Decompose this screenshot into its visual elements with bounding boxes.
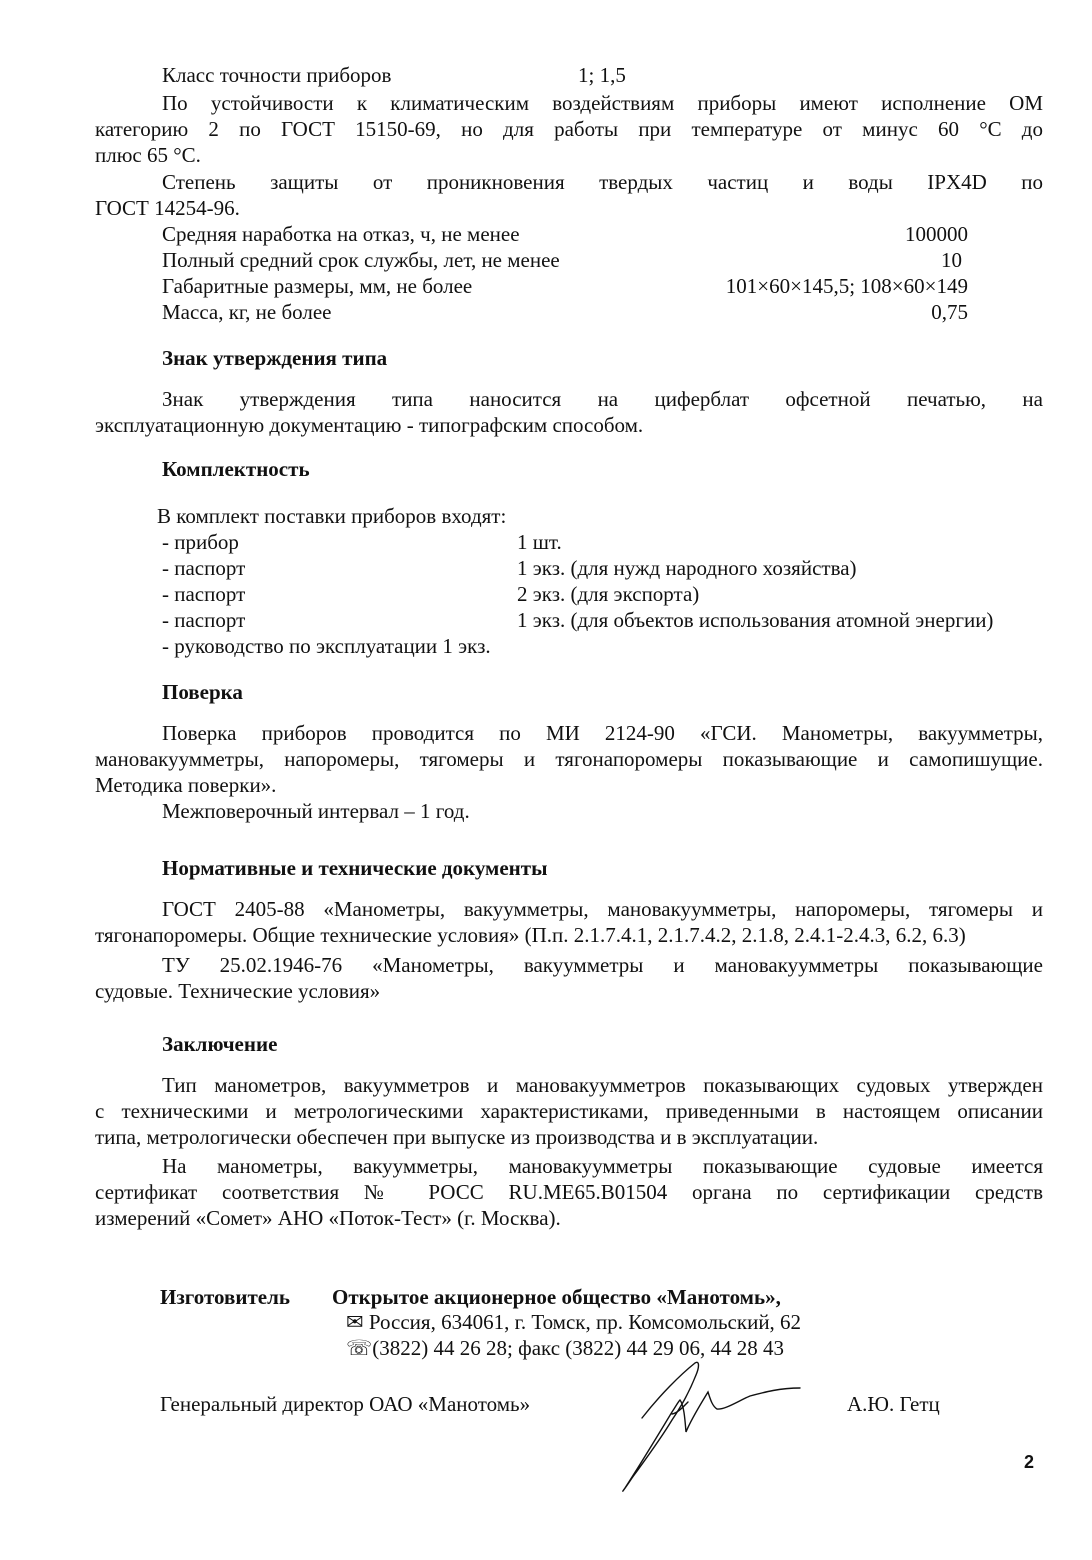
spec-value: 10	[941, 248, 962, 272]
page-number: 2	[1023, 1452, 1034, 1472]
director-name: А.Ю. Гетц	[847, 1392, 940, 1416]
spec-value: 0,75	[931, 300, 968, 324]
conclusion-p2-line-1: На манометры, вакуумметры, мановакуумметры показывающие судовые имеется	[162, 1154, 1043, 1178]
kit-item-qty: 1 экз. (для нужд народного хозяйства)	[517, 556, 857, 580]
section-heading-completeness: Комплектность	[162, 457, 310, 481]
spec-value: 101×60×145,5; 108×60×149	[725, 274, 968, 298]
conclusion-p1-line-3: типа, метрологически обеспечен при выпуске из производства и в эксплуатации.	[95, 1125, 819, 1149]
conclusion-p2-line-2: сертификат соответствия № РОСС RU.МЕ65.В01504 органа по сертификации средств	[95, 1180, 1043, 1204]
verification-line-2: мановакуумметры, напоромеры, тягомеры и тягонапоромеры показывающие и самопишущие.	[95, 747, 1043, 771]
type-mark-line-2: эксплуатационную документацию - типографским способом.	[95, 413, 644, 437]
kit-item-name: - паспорт	[162, 556, 246, 580]
signature-mark	[600, 1360, 820, 1500]
spec-label: Средняя наработка на отказ, ч, не менее	[162, 222, 520, 246]
tu-line-1: ТУ 25.02.1946-76 «Манометры, вакуумметры и мановакуумметры показывающие	[162, 953, 1043, 977]
section-heading-conclusion: Заключение	[162, 1032, 278, 1056]
section-heading-verification: Поверка	[162, 680, 243, 704]
climate-line-1: По устойчивости к климатическим воздействиям приборы имеют исполнение ОМ	[162, 91, 1043, 115]
completeness-intro: В комплект поставки приборов входят:	[157, 504, 507, 528]
kit-item-name: - паспорт	[162, 582, 246, 606]
kit-item-qty: 1 экз. (для объектов использования атомной энергии)	[517, 608, 994, 632]
verification-line-1: Поверка приборов проводится по МИ 2124-90 «ГСИ. Манометры, вакуумметры,	[162, 721, 1043, 745]
tu-line-2: судовые. Технические условия»	[95, 979, 381, 1003]
type-mark-line-1: Знак утверждения типа наносится на циферблат офсетной печатью, на	[162, 387, 1043, 411]
envelope-icon: ✉	[346, 1310, 364, 1334]
manufacturer-name: Открытое акционерное общество «Манотомь»,	[332, 1285, 781, 1309]
spec-label: Полный средний срок службы, лет, не менее	[162, 248, 560, 272]
spec-label: Габаритные размеры, мм, не более	[162, 274, 473, 298]
conclusion-p2-line-3: измерений «Сомет» АНО «Поток-Тест» (г. Москва).	[95, 1206, 561, 1230]
accuracy-label: Класс точности приборов	[162, 63, 392, 87]
climate-line-3: плюс 65 °С.	[95, 143, 201, 167]
director-title: Генеральный директор ОАО «Манотомь»	[160, 1392, 531, 1416]
section-heading-normative: Нормативные и технические документы	[162, 856, 548, 880]
kit-item-name: - прибор	[162, 530, 239, 554]
spec-label: Масса, кг, не более	[162, 300, 332, 324]
verification-interval: Межповерочный интервал – 1 год.	[162, 799, 470, 823]
verification-line-3: Методика поверки».	[95, 773, 277, 797]
conclusion-p1-line-2: с техническими и метрологическими характеристиками, приведенными в настоящем описании	[95, 1099, 1043, 1123]
manufacturer-label: Изготовитель	[160, 1285, 290, 1309]
conclusion-p1-line-1: Тип манометров, вакуумметров и мановакуумметров показывающих судовых утвержден	[162, 1073, 1043, 1097]
manufacturer-address	[346, 1309, 801, 1335]
gost-line-1: ГОСТ 2405-88 «Манометры, вакуумметры, мановакуумметры, напоромеры, тягомеры и	[162, 897, 1043, 921]
spec-value: 100000	[905, 222, 968, 246]
address-text: Россия, 634061, г. Томск, пр. Комсомольский, 62	[363, 1310, 802, 1334]
kit-manual: - руководство по эксплуатации 1 экз.	[162, 634, 491, 658]
section-heading-type-mark: Знак утверждения типа	[162, 346, 388, 370]
climate-line-2: категорию 2 по ГОСТ 15150-69, но для работы при температуре от минус 60 °С до	[95, 117, 1043, 141]
manufacturer-phone	[346, 1335, 784, 1361]
kit-item-qty: 2 экз. (для экспорта)	[517, 582, 700, 606]
kit-item-name: - паспорт	[162, 608, 246, 632]
kit-item-qty: 1 шт.	[517, 530, 562, 554]
phone-text: (3822) 44 26 28; факс (3822) 44 29 06, 44 28 43	[372, 1336, 785, 1360]
protection-line-1: Степень защиты от проникновения твердых частиц и воды IPX4D по	[162, 170, 1043, 194]
protection-line-2: ГОСТ 14254-96.	[95, 196, 240, 220]
accuracy-value: 1; 1,5	[578, 63, 626, 87]
phone-icon: ☏	[346, 1336, 373, 1360]
gost-line-2: тягонапоромеры. Общие технические условия» (П.п. 2.1.7.4.1, 2.1.7.4.2, 2.1.8, 2.4.1-2.4.3, 6.2, 6.3)	[95, 923, 966, 947]
